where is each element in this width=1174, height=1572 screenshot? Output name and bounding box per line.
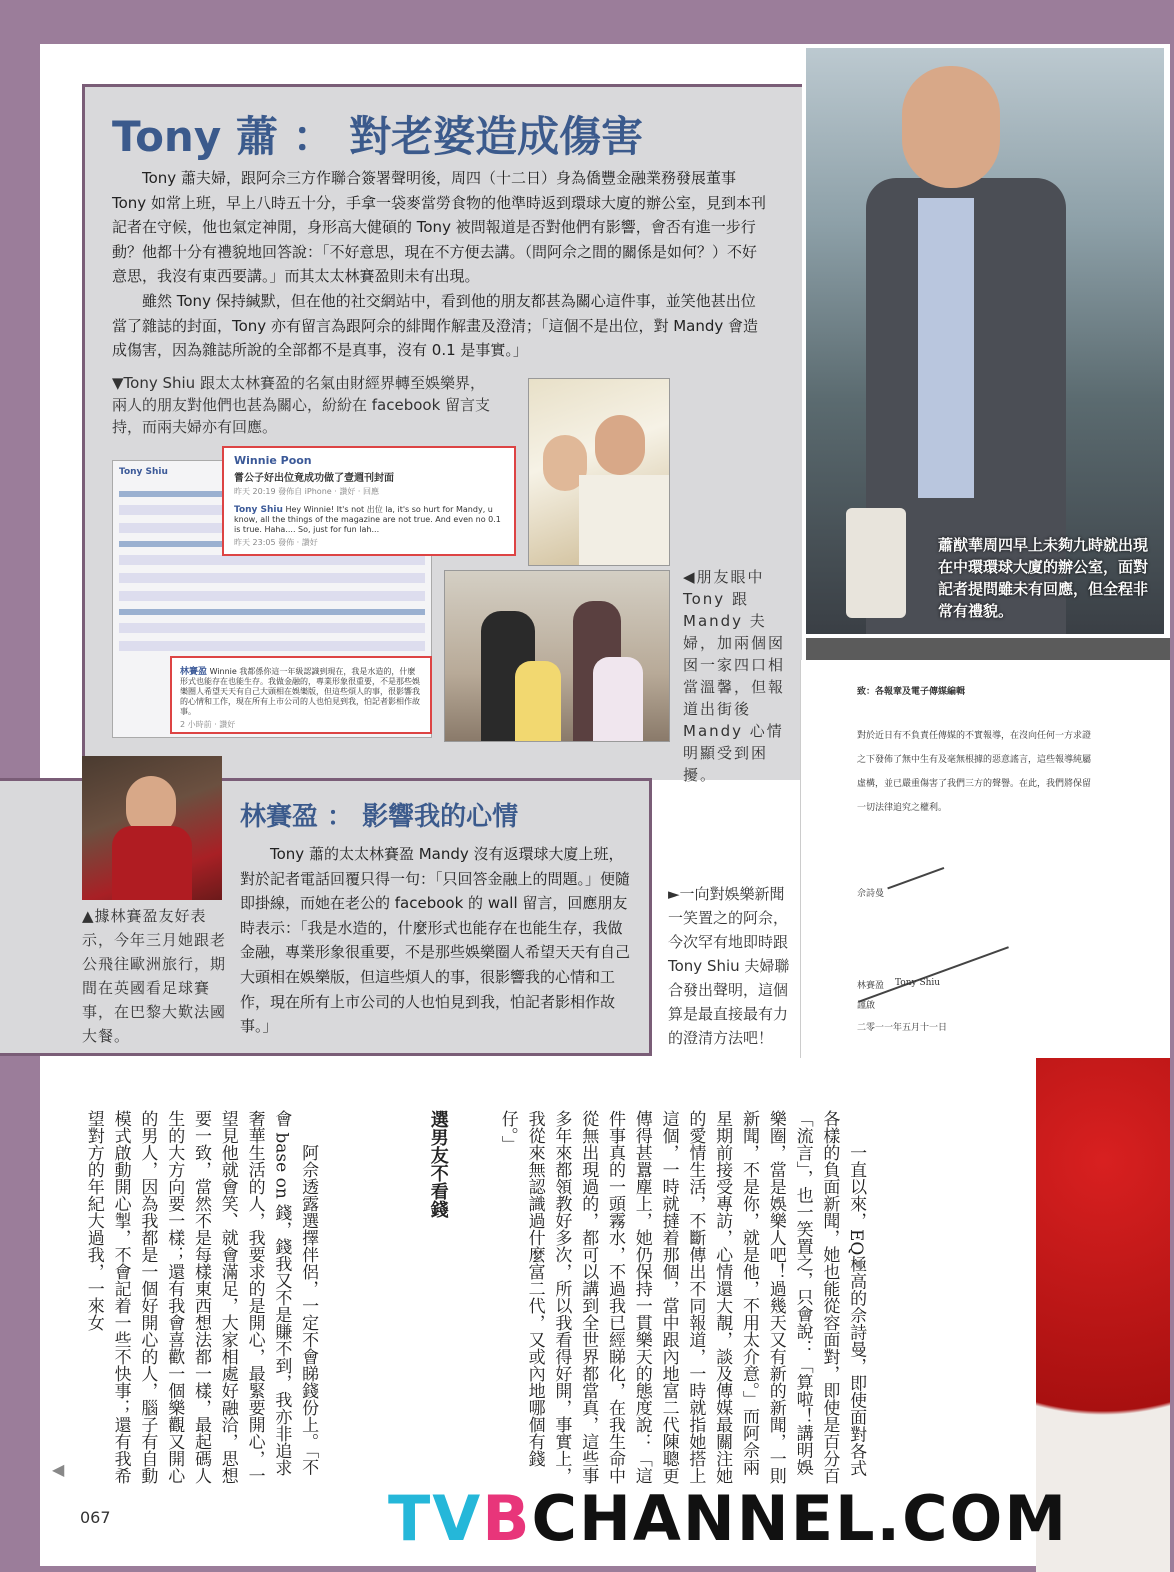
article-paragraph: Tony 蕭夫婦，跟阿佘三方作聯合簽署聲明後，周四（十二日）身為僑豐金融業務發展董事 Tony 如常上班，早上八時五十分，手拿一袋麥當勞食物的他準時返到環球大廈的辦公室，見到本刊記者在守候，他也氣定神閒，身形高大健碩的 Tony 被問報道是否對他們有影響，會否有進一步行動？他都十分有禮貌地回答說：「不好意思，現在不方便去講。（問阿佘之間的關係是如何？）不好意思，我沒有東西要講。」而其太太林賽盈則未有出現。 bbox=[112, 169, 766, 286]
facebook-row bbox=[119, 641, 425, 651]
vertical-article-text bbox=[494, 1110, 869, 1490]
reply-name-lin: 林賽盈 bbox=[180, 667, 208, 677]
statement-line: 虛構，並已嚴重傷害了我們三方的聲譽。在此，我們將保留 bbox=[857, 779, 1092, 789]
page-arrow-icon: ◀ bbox=[52, 1460, 65, 1479]
facebook-row bbox=[119, 555, 425, 565]
caption-facebook: ▼Tony Shiu 跟太太林賽盈的名氣由財經界轉至娛樂界，兩人的朋友對他們也甚為關心，紛紛在 facebook 留言支持，而兩夫婦亦有回應。 bbox=[112, 374, 491, 436]
statement-closing: 謹啟 bbox=[857, 1001, 876, 1011]
facebook-bar bbox=[119, 609, 425, 615]
facebook-row bbox=[119, 591, 425, 601]
statement-to: 致：各報章及電子傳媒編輯 bbox=[857, 687, 966, 697]
facebook-comment-popup bbox=[222, 446, 516, 556]
signature-mark bbox=[853, 933, 1009, 1003]
reply-text-lin: Winnie 我都係你這一年級認識到現在，我是水造的，什麼形式也能存在也能生存。我做金融的，專業形象很重要，不是那些娛樂圈人希望天天有自己大頭相在娛樂版，但這些煩人的事，很影響我的心情和工作，現在所有上市公司的人也怕見到我，怕記者影相作故事。 bbox=[180, 667, 420, 716]
statement-document bbox=[800, 660, 1170, 1058]
vertical-subheading: 選男友不看錢 bbox=[427, 1110, 449, 1218]
divider-bar bbox=[806, 638, 1170, 660]
photo-shirt bbox=[918, 198, 974, 498]
watermark-part: TV bbox=[388, 1482, 483, 1555]
headline-tony: Tony 蕭 ： 對老婆造成傷害 bbox=[112, 112, 644, 161]
statement-line: 之下發佈了無中生有及毫無根據的惡意謠言，這些報導純屬 bbox=[857, 755, 1092, 765]
photo-suit bbox=[579, 475, 669, 566]
facebook-reply-popup bbox=[170, 656, 432, 734]
watermark-logo bbox=[388, 1482, 1068, 1555]
article-paragraph: 一直以來，EQ極高的佘詩曼，即使面對各式各樣的負面新聞，她也能從容面對，即使是百分百「流言」，也一笑置之，只會說：「算啦！講明娛樂圈，當是娛樂人吧！過幾天又有新的新聞，一則新聞，不是你，就是他，不用太介意。」而阿佘兩星期前接受專訪，心情還大靚，談及傳媒最關注她的愛情生活，不斷傳出不同報道，一時就指她搭上這個，一時就撻着那個，當中跟內地富二代陳聰更傳得甚囂塵上，她仍保持一貫樂天的態度說：「這件事真的一頭霧水，不過我已經睇化，在我生命中從無出現過的，都可以講到全世界都當真，這些事多年來都領教好多次，所以我看得好開，事實上，我從來無認識過什麼富二代，又或內地哪個有錢仔。」 bbox=[497, 1110, 867, 1484]
post-meta: 昨天 20:19 發佈自 iPhone · 讚好 · 回應 bbox=[234, 487, 379, 496]
post-text: 嘗公子好出位竟成功做了壹週刊封面 bbox=[234, 473, 394, 484]
reply-meta: 昨天 23:05 發佈 · 讚好 bbox=[234, 538, 318, 547]
photo-face bbox=[595, 415, 645, 475]
statement-signer: 林賽盈 bbox=[857, 981, 885, 991]
caption-tony: 蕭猷華周四早上未夠九時就出現在中環環球大廈的辦公室，面對記者提問雖未有回應，但全程非常有禮貌。 bbox=[938, 536, 1149, 620]
caption-lin: ▲據林賽盈友好表示，今年三月她跟老公飛往歐洲旅行，期間在英國看足球賽事，在巴黎大歎法國大餐。 bbox=[82, 907, 227, 1045]
article-body-tony bbox=[112, 166, 768, 363]
photo-scarf bbox=[112, 826, 192, 900]
caption-statement: ►一向對娛樂新聞一笑置之的阿佘，今次罕有地即時跟 Tony Shiu 夫婦聯合發出聲明，這個算是最直接最有力的澄清方法吧！ bbox=[668, 885, 790, 1047]
reply-name: Tony Shiu bbox=[234, 505, 283, 515]
statement-line: 對於近日有不負責任傳媒的不實報導，在沒向任何一方求證 bbox=[857, 731, 1092, 741]
wedding-photo bbox=[528, 378, 670, 566]
vertical-article-text bbox=[80, 1110, 321, 1490]
caption-family: ◀朋友眼中 Tony 跟 Mandy 夫婦，加兩個囡囡一家四口相當溫馨，但報道出街後 Mandy 心情明顯受到困擾。 bbox=[683, 568, 786, 784]
statement-signer: 佘詩曼 bbox=[857, 889, 885, 899]
photo-face bbox=[902, 66, 1000, 188]
statement-signer: Tony Shiu bbox=[895, 978, 941, 988]
watermark-part: B bbox=[482, 1482, 532, 1555]
page-number: 067 bbox=[80, 1508, 111, 1527]
photo-figure bbox=[515, 661, 561, 742]
photo-figure bbox=[593, 657, 643, 742]
statement-date: 二零一一年五月十一日 bbox=[857, 1023, 948, 1033]
article-paragraph: 雖然 Tony 保持緘默，但在他的社交網站中，看到他的朋友都甚為關心這件事，並笑他甚出位當了雜誌的封面，Tony 亦有留言為跟阿佘的緋聞作解畫及澄清；「這個不是出位，對 Mandy 會造成傷害，因為雜誌所說的全部都不是真事，沒有 0.1 是事實。」 bbox=[112, 291, 759, 360]
article-paragraph: 阿佘透露選擇伴侶，一定不會睇錢份上。「不會 base on 錢，錢我又不是賺不到，我亦非追求奢華生活的人，我要求的是開心，最緊要開心，一望見他就會笑、就會滿足，大家相處好融洽，思想要一致，當然不是每樣東西想法都一樣，最起碼人生的大方向要一樣；還有我會喜歡一個樂觀又開心的男人，因為我都是一個好開心的人，腦子有自動模式啟動開心掣，不會記着一些不快事；還有我希望對方的年紀大過我，一來女 bbox=[83, 1110, 319, 1484]
facebook-profile-name: Tony Shiu bbox=[119, 467, 168, 477]
signature-mark bbox=[878, 841, 945, 890]
headline-lin: 林賽盈 ： 影響我的心情 bbox=[240, 802, 519, 832]
photo-bag bbox=[846, 508, 906, 618]
facebook-row bbox=[119, 573, 425, 583]
reply-block bbox=[234, 505, 504, 535]
article-body-lin: Tony 蕭的太太林賽盈 Mandy 沒有返環球大廈上班，對於記者電話回覆只得一句：「只回答金融上的問題。」便隨即掛線，而她在老公的 facebook 的 wall 留言，回應朋友時表示：「我是水造的，什麼形式也能存在也能生存，我做金融，專業形象很重要，不是那些娛樂圈人希望天天有自己大頭相在娛樂版，但這些煩人的事，很影響我的心情和工作，現在所有上市公司的人也怕見到我，怕記者影相作故事。」 bbox=[240, 845, 631, 1036]
lin-photo bbox=[82, 756, 222, 900]
statement-line: 一切法律追究之權利。 bbox=[857, 803, 948, 813]
watermark-part: CHANNEL.COM bbox=[531, 1482, 1069, 1555]
facebook-row bbox=[119, 623, 425, 633]
reply-meta-lin: 2 小時前 · 讚好 bbox=[180, 720, 236, 729]
reply-text: Hey Winnie! It's not 出位 la, it's so hurt for Mandy, u know, all the things of the magazine are not true. And even no 0.1 is true. Haha.... So, just for fun lah... bbox=[234, 505, 501, 534]
family-photo bbox=[444, 570, 670, 742]
commenter-name: Winnie Poon bbox=[234, 454, 312, 467]
